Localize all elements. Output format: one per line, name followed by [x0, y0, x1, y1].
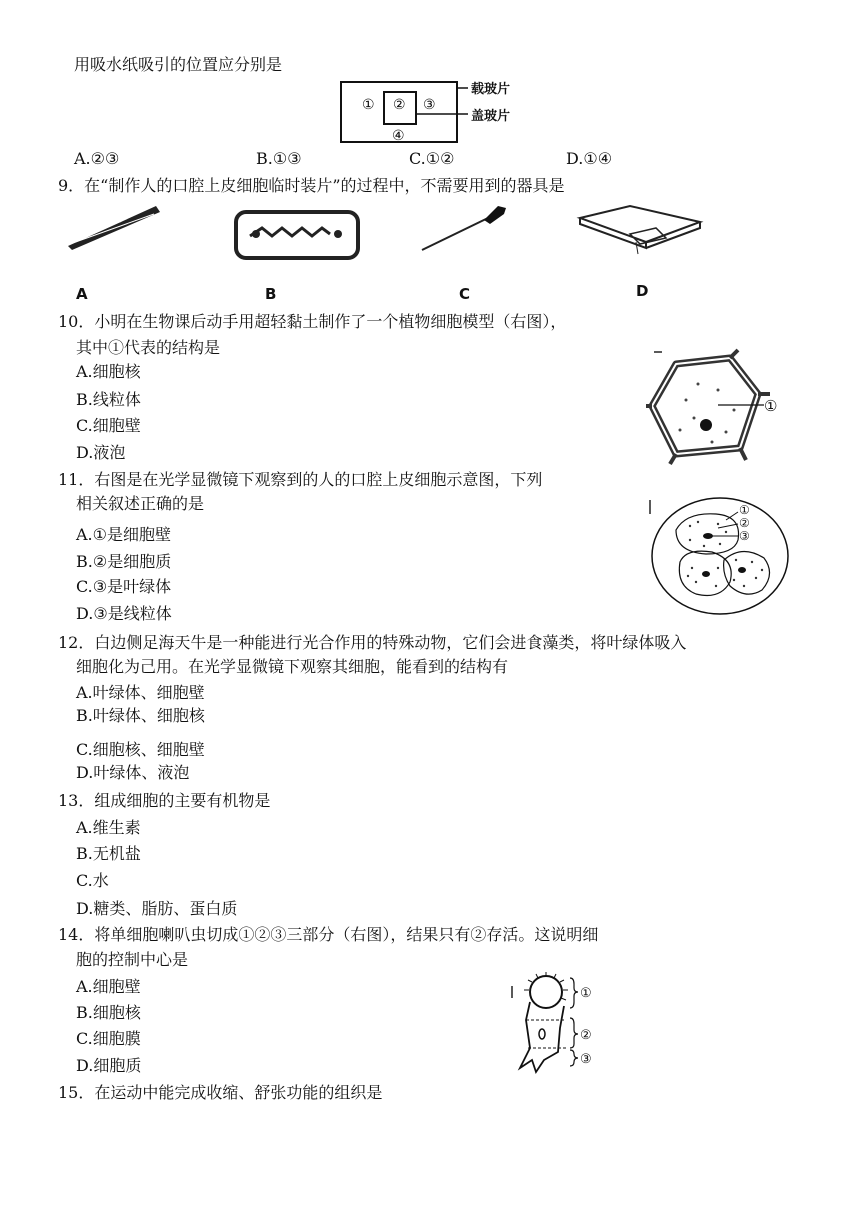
cheek-cell-label-3: ③	[739, 529, 750, 543]
q14-option-a: A.细胞壁	[76, 977, 141, 996]
q14-stem-line2: 胞的控制中心是	[76, 950, 189, 969]
q14-stem-line1: 14．将单细胞喇叭虫切成①②③三部分（右图），结果只有②存活。这说明细	[58, 925, 599, 944]
coverslip-text: 盖玻片	[471, 109, 511, 124]
cheek-cell-label-1: ①	[739, 503, 750, 517]
q13-option-c: C.水	[76, 871, 109, 890]
slide-label-3: ③	[423, 97, 436, 113]
lab-tools-figure	[60, 198, 710, 304]
q10-option-d: D.液泡	[76, 443, 126, 462]
q12-option-c: C.细胞核、细胞壁	[76, 740, 205, 759]
q10-stem-line1: 10．小明在生物课后动手用超轻黏土制作了一个植物细胞模型（右图），	[58, 312, 567, 331]
q8-stem-tail: 用吸水纸吸引的位置应分别是	[74, 55, 283, 74]
q12-stem-line2: 细胞化为己用。在光学显微镜下观察其细胞，能看到的结构有	[76, 657, 509, 676]
plant-cell-label-1: ①	[764, 397, 778, 415]
q11-option-b: B.②是细胞质	[76, 552, 172, 571]
razor-blade-icon	[236, 212, 358, 258]
tool-label-b: B	[265, 285, 277, 303]
glass-slide-icon	[580, 206, 700, 254]
slide-label-4: ④	[392, 128, 405, 144]
slide-label-2: ②	[393, 97, 406, 113]
stentor-label-2: ②	[580, 1028, 592, 1043]
q11-option-c: C.③是叶绿体	[76, 577, 172, 596]
dropper-icon	[422, 206, 506, 250]
q13-option-a: A.维生素	[76, 818, 141, 837]
q13-stem: 13．组成细胞的主要有机物是	[58, 791, 271, 810]
q12-option-b: B.叶绿体、细胞核	[76, 706, 205, 725]
q10-stem-line2: 其中①代表的结构是	[76, 338, 221, 357]
q11-stem-line2: 相关叙述正确的是	[76, 494, 205, 513]
q10-option-c: C.细胞壁	[76, 416, 141, 435]
q11-option-a: A.①是细胞壁	[76, 525, 171, 544]
q10-option-b: B.线粒体	[76, 390, 141, 409]
q14-option-b: B.细胞核	[76, 1003, 141, 1022]
q12-option-d: D.叶绿体、液泡	[76, 763, 190, 782]
q14-option-c: C.细胞膜	[76, 1029, 141, 1048]
q8-option-a: A.②③	[74, 149, 120, 168]
q11-option-d: D.③是线粒体	[76, 604, 172, 623]
q15-stem: 15．在运动中能完成收缩、舒张功能的组织是	[58, 1083, 383, 1102]
slide-label-1: ①	[362, 97, 375, 113]
q8-option-c: C.①②	[409, 149, 455, 168]
q13-option-b: B.无机盐	[76, 844, 141, 863]
stentor-label-1: ①	[580, 986, 592, 1001]
tool-label-a: A	[76, 285, 88, 303]
cheek-cell-label-2: ②	[739, 516, 750, 530]
q12-option-a: A.叶绿体、细胞壁	[76, 683, 205, 702]
q13-option-d: D.糖类、脂肪、蛋白质	[76, 899, 238, 918]
q9-stem: 9．在“制作人的口腔上皮细胞临时装片”的过程中，不需要用到的器具是	[58, 176, 565, 195]
q8-option-b: B.①③	[256, 149, 302, 168]
q10-option-a: A.细胞核	[76, 362, 141, 381]
slide-text: 载玻片	[471, 82, 511, 97]
q12-stem-line1: 12．白边侧足海天牛是一种能进行光合作用的特殊动物，它们会进食藻类，将叶绿体吸入	[58, 633, 687, 652]
q11-stem-line1: 11．右图是在光学显微镜下观察到的人的口腔上皮细胞示意图，下列	[58, 470, 543, 489]
tool-label-c: C	[459, 285, 471, 303]
tweezers-icon	[68, 206, 160, 250]
stentor-label-3: ③	[580, 1052, 592, 1067]
q14-option-d: D.细胞质	[76, 1056, 142, 1075]
q8-option-d: D.①④	[566, 149, 613, 168]
cheek-cell-microscope-view	[646, 490, 796, 616]
tool-label-d: D	[636, 282, 649, 300]
